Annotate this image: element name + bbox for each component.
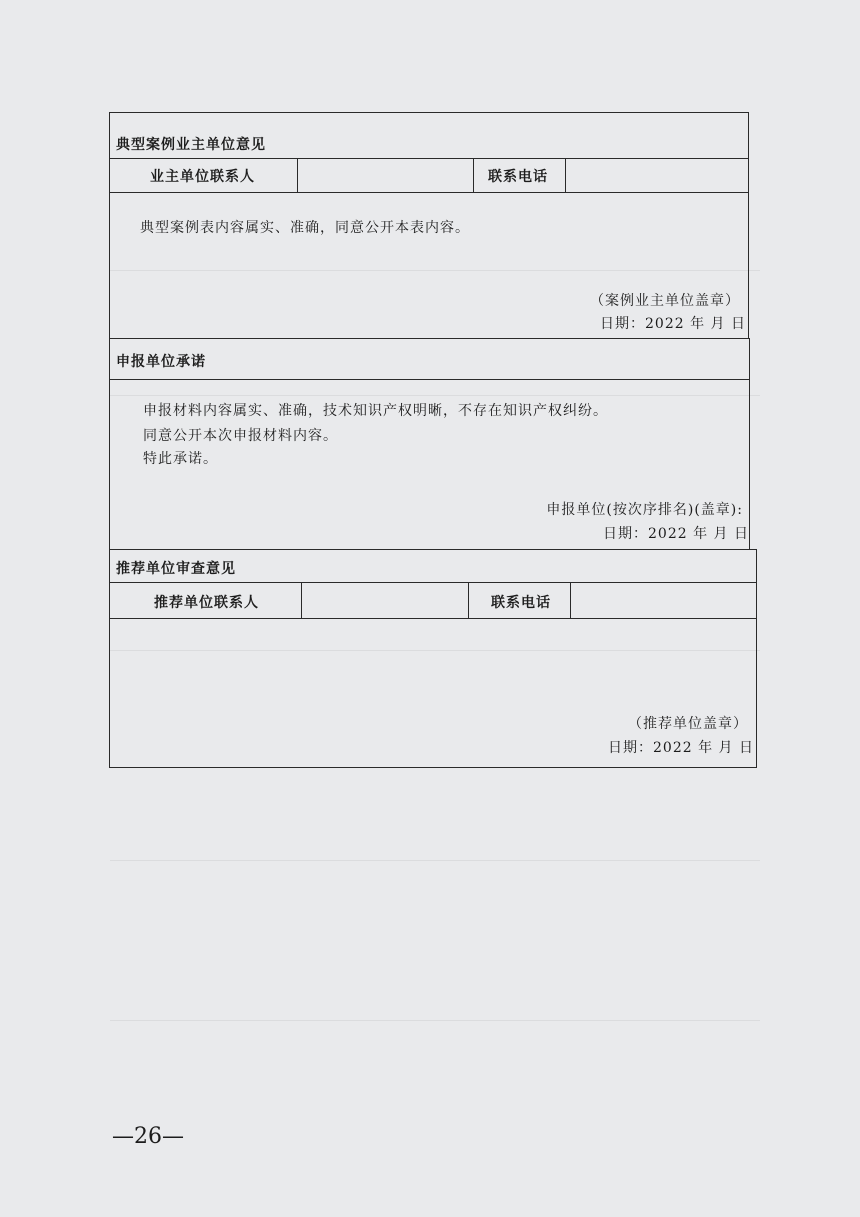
recommender-contact-row — [110, 582, 756, 619]
owner-date: 日期：2022 年 月 日 — [600, 316, 746, 332]
recommender-contact-label: 推荐单位联系人 — [154, 595, 259, 611]
applicant-commitment-line-2: 同意公开本次申报材料内容。 — [143, 428, 338, 444]
recommender-section-title: 推荐单位审查意见 — [116, 561, 236, 577]
owner-phone-field[interactable] — [566, 158, 748, 192]
applicant-section-title: 申报单位承诺 — [116, 354, 206, 370]
recommender-seal-label: （推荐单位盖章） — [628, 716, 748, 732]
recommender-review-section — [109, 549, 757, 768]
owner-seal-label: （案例业主单位盖章） — [590, 293, 740, 309]
recommender-section-header — [110, 550, 756, 583]
applicant-commitment-line-3: 特此承诺。 — [143, 451, 218, 467]
owner-phone-label: 联系电话 — [488, 169, 548, 185]
applicant-section-header — [110, 339, 749, 380]
owner-section-header — [110, 113, 748, 159]
recommender-phone-label: 联系电话 — [491, 595, 551, 611]
owner-opinion-section — [109, 112, 749, 339]
applicant-seal-label: 申报单位(按次序排名)(盖章): — [546, 502, 743, 518]
page-number: —26— — [112, 1124, 184, 1149]
owner-contact-label: 业主单位联系人 — [150, 169, 255, 185]
recommender-contact-field[interactable] — [302, 582, 469, 618]
owner-contact-row — [110, 158, 748, 193]
owner-contact-label-cell — [110, 158, 298, 192]
recommender-phone-label-cell — [469, 582, 571, 618]
recommender-phone-field[interactable] — [571, 582, 756, 618]
recommender-contact-label-cell — [110, 582, 302, 618]
owner-section-title: 典型案例业主单位意见 — [116, 137, 266, 153]
owner-phone-label-cell — [474, 158, 566, 192]
applicant-commitment-line-1: 申报材料内容属实、准确，技术知识产权明晰，不存在知识产权纠纷。 — [143, 403, 608, 419]
applicant-commitment-section — [109, 338, 750, 550]
owner-opinion-text: 典型案例表内容属实、准确，同意公开本表内容。 — [140, 220, 470, 236]
owner-contact-field[interactable] — [298, 158, 474, 192]
recommender-date: 日期：2022 年 月 日 — [608, 740, 754, 756]
applicant-date: 日期：2022 年 月 日 — [603, 526, 749, 542]
